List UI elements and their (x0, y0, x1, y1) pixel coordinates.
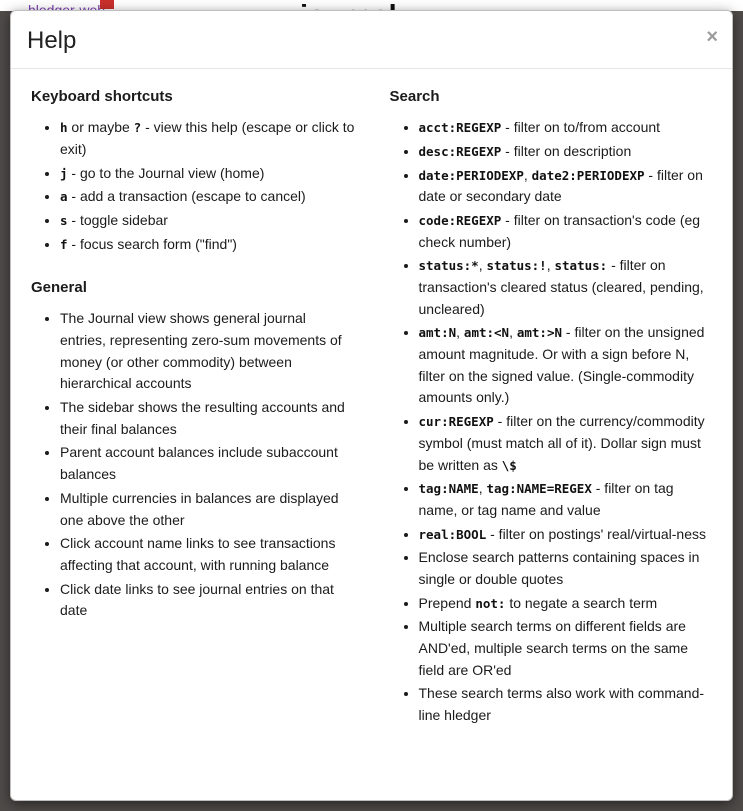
help-modal (10, 10, 733, 801)
list-item: • real:BOOL - filter on postings' real/virtual-ness (419, 524, 713, 546)
list-item: • Prepend not: to negate a search term (419, 593, 713, 615)
list-item: • Multiple currencies in balances are displayed one above the other (60, 488, 356, 531)
code-token: cur:REGEXP (418, 414, 494, 430)
code-token: amt:>N (516, 325, 563, 341)
code-token: ? (133, 120, 142, 136)
code-token: amt:N (418, 325, 457, 341)
list-item: • The Journal view shows general journal entries, representing zero-sum movements of money (or other commodity) between hierarchical accounts (60, 308, 356, 395)
search-terms-list (390, 117, 713, 727)
code-token: tag:NAME=REGEX (486, 481, 592, 497)
list-item: • cur:REGEXP - filter on the currency/commodity symbol (must match all of it). Dollar sign must be written as \$ (419, 411, 713, 476)
list-item: • status:*, status:!, status: - filter on transaction's cleared status (cleared, pending, uncleared) (419, 255, 713, 320)
keyboard-shortcuts-list (31, 117, 356, 255)
list-item: • j - go to the Journal view (home) (60, 163, 356, 185)
code-token: status:* (418, 258, 479, 274)
code-token: amt:<N (463, 325, 510, 341)
code-token: s (60, 212, 68, 228)
code-token: acct:REGEXP (418, 120, 502, 136)
code-token: j (60, 165, 68, 181)
list-item: • The sidebar shows the resulting accounts and their final balances (60, 397, 356, 440)
right-column (372, 88, 713, 737)
general-list (31, 308, 356, 622)
list-item: • Parent account balances include subaccount balances (60, 442, 356, 485)
section-heading-general: General (31, 279, 87, 297)
code-token: tag:NAME (418, 481, 479, 497)
list-item: • desc:REGEXP - filter on description (419, 141, 713, 163)
code-token: desc:REGEXP (418, 143, 502, 159)
list-item: • h or maybe ? - view this help (escape or click to exit) (60, 117, 356, 160)
list-item: • Enclose search patterns containing spaces in single or double quotes (419, 547, 713, 590)
list-item: • f - focus search form ("find") (60, 234, 356, 256)
code-token: h (60, 120, 68, 136)
list-item: • amt:N, amt:<N, amt:>N - filter on the unsigned amount magnitude. Or with a sign before N, filter on the signed value. (Single-commodity amounts only.) (419, 322, 713, 409)
code-token: status:! (486, 258, 547, 274)
code-token: \$ (501, 457, 517, 473)
code-token: real:BOOL (418, 526, 487, 542)
modal-body (11, 69, 732, 737)
code-token: not: (475, 595, 506, 611)
code-token: f (60, 236, 68, 252)
list-item: • tag:NAME, tag:NAME=REGEX - filter on tag name, or tag name and value (419, 478, 713, 521)
list-item: • acct:REGEXP - filter on to/from account (419, 117, 713, 139)
list-item: • These search terms also work with command-line hledger (419, 683, 713, 726)
section-heading-keyboard-shortcuts: Keyboard shortcuts (31, 88, 173, 106)
red-badge (100, 0, 114, 9)
code-token: code:REGEXP (418, 212, 502, 228)
code-token: date2:PERIODEXP (531, 167, 645, 183)
code-token: date:PERIODEXP (418, 167, 524, 183)
list-item: • code:REGEXP - filter on transaction's code (eg check number) (419, 210, 713, 253)
list-item: • Click account name links to see transactions affecting that account, with running balance (60, 533, 356, 576)
left-column (31, 88, 372, 737)
code-token: a (60, 189, 68, 205)
modal-header (11, 11, 732, 69)
code-token: status: (554, 258, 608, 274)
list-item: • Multiple search terms on different fields are AND'ed, multiple search terms on the same field are OR'ed (419, 616, 713, 681)
section-heading-search: Search (389, 88, 440, 106)
list-item: • a - add a transaction (escape to cancel) (60, 186, 356, 208)
list-item: • s - toggle sidebar (60, 210, 356, 232)
list-item: • Click date links to see journal entries on that date (60, 579, 356, 622)
close-icon[interactable]: × (706, 26, 718, 48)
modal-title: Help (27, 27, 77, 54)
list-item: • date:PERIODEXP, date2:PERIODEXP - filter on date or secondary date (419, 165, 713, 208)
